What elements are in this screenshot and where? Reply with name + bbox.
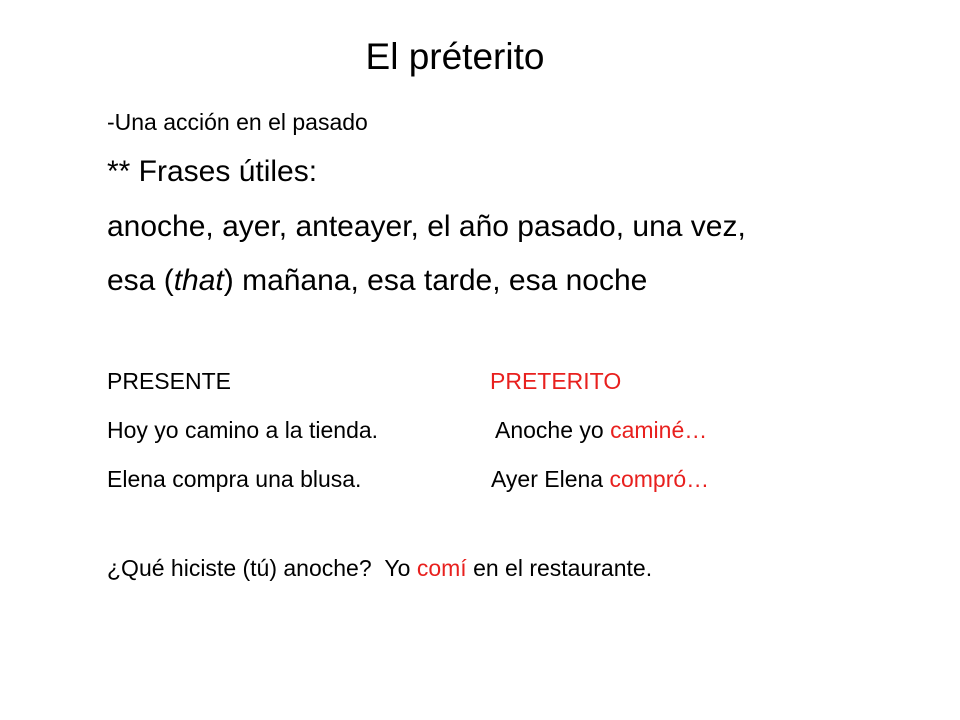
slide-title: El préterito <box>365 36 545 77</box>
present-header: PRESENTE <box>107 368 231 394</box>
definition-line: -Una acción en el pasado <box>107 109 368 135</box>
answer-post: en el restaurante. <box>466 555 653 581</box>
preterite-example-1-text: Anoche yo <box>495 417 611 443</box>
phrases-line-2-part-b: ) mañana, esa tarde, esa noche <box>223 264 648 297</box>
phrases-heading: ** Frases útiles: <box>107 155 318 188</box>
preterite-example-2-verb: compró… <box>609 466 710 492</box>
phrases-line-2 <box>107 266 647 296</box>
question-text: ¿Qué hiciste (tú) anoche? <box>107 555 372 581</box>
preterite-example-1-verb: caminé… <box>610 417 708 443</box>
question-line <box>107 557 652 580</box>
preterite-example-2 <box>491 468 709 491</box>
present-example-1: Hoy yo camino a la tienda. <box>107 417 379 443</box>
phrases-line-2-italic: that <box>173 264 224 297</box>
answer-verb: comí <box>416 555 467 581</box>
phrases-line-2-part-a: esa ( <box>107 264 174 297</box>
preterite-example-1 <box>495 419 707 442</box>
preterite-header: PRETERITO <box>490 368 622 394</box>
preterite-example-2-text: Ayer Elena <box>491 466 610 492</box>
phrases-line-1: anoche, ayer, anteayer, el año pasado, una vez, <box>107 210 746 243</box>
answer-pre: Yo <box>384 555 417 581</box>
present-example-2: Elena compra una blusa. <box>107 466 362 492</box>
